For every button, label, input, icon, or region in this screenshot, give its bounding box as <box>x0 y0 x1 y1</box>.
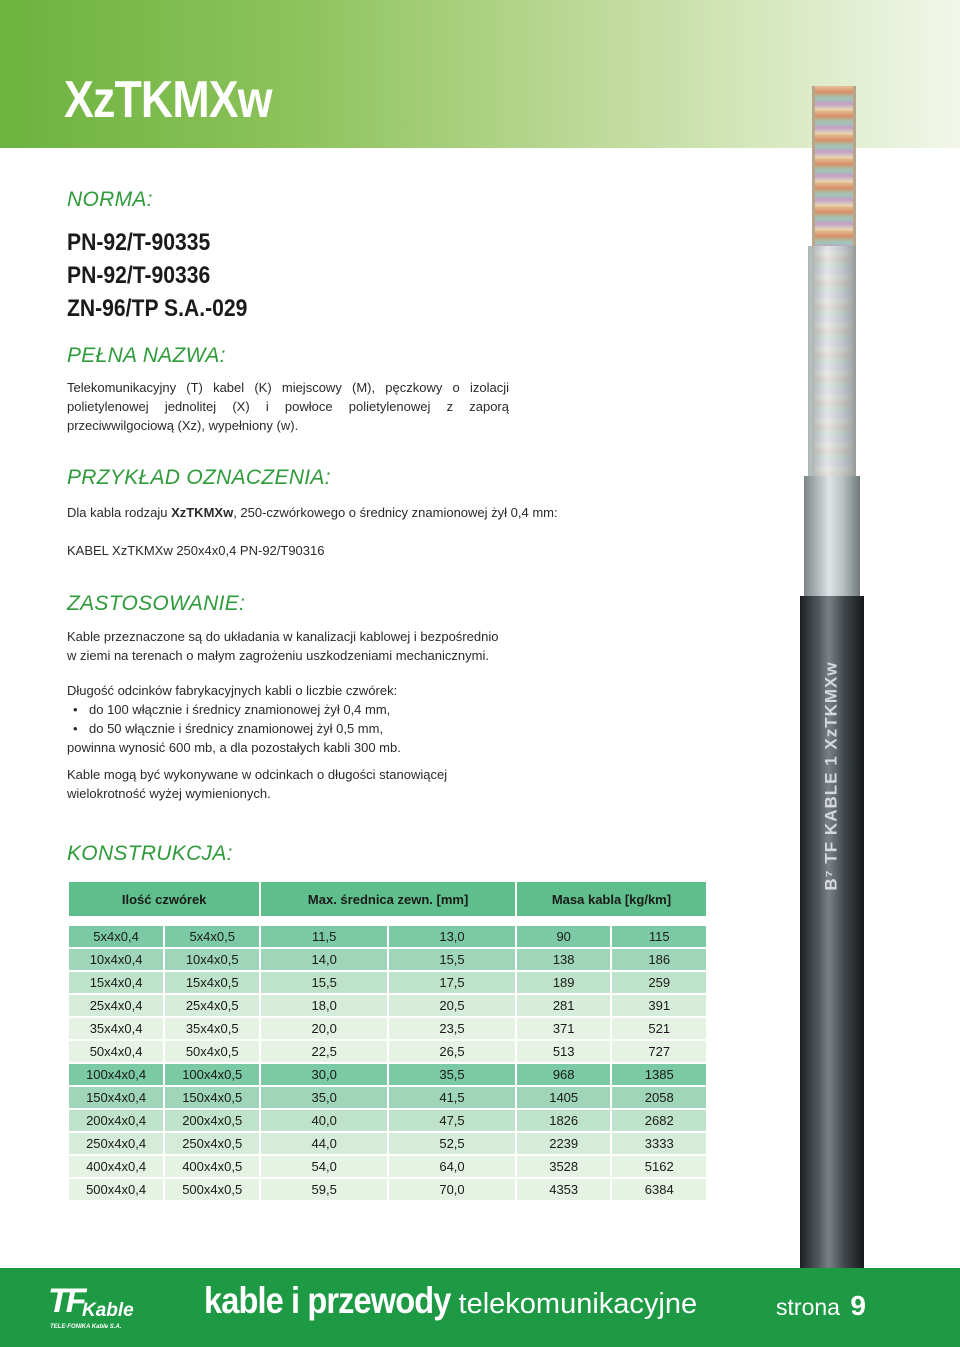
table-cell: 52,5 <box>389 1133 515 1154</box>
table-cell: 4353 <box>517 1179 611 1200</box>
table-cell: 100x4x0,4 <box>69 1064 163 1085</box>
table-cell: 35,0 <box>261 1087 387 1108</box>
table-row <box>69 1179 706 1200</box>
table-row <box>69 926 706 947</box>
table-cell: 30,0 <box>261 1064 387 1085</box>
table-cell: 1405 <box>517 1087 611 1108</box>
zastosowanie-heading: ZASTOSOWANIE: <box>67 592 246 615</box>
table-row <box>69 995 706 1016</box>
table-spacer-cell <box>69 918 706 924</box>
table-cell: 41,5 <box>389 1087 515 1108</box>
table-cell: 1826 <box>517 1110 611 1131</box>
konstrukcja-heading: KONSTRUKCJA: <box>67 842 233 865</box>
table-cell: 1385 <box>612 1064 706 1085</box>
table-cell: 25x4x0,5 <box>165 995 259 1016</box>
tf-kable-logo <box>48 1280 138 1336</box>
table-cell: 3528 <box>517 1156 611 1177</box>
table-cell: 22,5 <box>261 1041 387 1062</box>
table-cell: 500x4x0,4 <box>69 1179 163 1200</box>
table-cell: 15,5 <box>261 972 387 993</box>
table-cell: 20,5 <box>389 995 515 1016</box>
table-row <box>69 1110 706 1131</box>
przyklad-code: XzTKMXw <box>171 505 234 520</box>
table-cell: 6384 <box>612 1179 706 1200</box>
pelna-nazwa-text: Telekomunikacyjny (T) kabel (K) miejscowy (M), pęczkowy o izolacji polietylenowej jednolitej (X) i powłoce polietylenowej z zaporą przeciwwilgociową (Xz), wypełniony (w). <box>67 380 509 433</box>
zastosowanie-p3: Kable mogą być wykonywane w odcinkach o długości stanowiącej wielokrotność wyżej wymienionych. <box>67 767 448 801</box>
table-cell: 200x4x0,5 <box>165 1110 259 1131</box>
col-header-masa: Masa kabla [kg/km] <box>517 882 706 916</box>
footer <box>0 1268 960 1347</box>
table-row <box>69 1064 706 1085</box>
table-row <box>69 1156 706 1177</box>
table-cell: 25x4x0,4 <box>69 995 163 1016</box>
table-cell: 10x4x0,5 <box>165 949 259 970</box>
table-row <box>69 1018 706 1039</box>
cable-foil-wrap <box>808 246 856 476</box>
table-cell: 15x4x0,5 <box>165 972 259 993</box>
table-cell: 44,0 <box>261 1133 387 1154</box>
table-row <box>69 949 706 970</box>
norma-heading: NORMA: <box>67 188 153 211</box>
table-cell: 2058 <box>612 1087 706 1108</box>
table-spacer <box>69 918 706 924</box>
footer-title-light: telekomunikacyjne <box>458 1288 698 1320</box>
table-cell: 391 <box>612 995 706 1016</box>
table-cell: 115 <box>612 926 706 947</box>
table-cell: 90 <box>517 926 611 947</box>
table-cell: 40,0 <box>261 1110 387 1131</box>
logo-word: Kable <box>82 1300 134 1321</box>
table-cell: 2682 <box>612 1110 706 1131</box>
page-number <box>776 1290 866 1322</box>
norma-item: PN-92/T-90336 <box>67 262 211 289</box>
cable-marking <box>808 646 856 906</box>
table-cell: 250x4x0,4 <box>69 1133 163 1154</box>
table-row <box>69 972 706 993</box>
norma-item: PN-92/T-90335 <box>67 229 211 256</box>
table-cell: 15,5 <box>389 949 515 970</box>
col-header-ilosc: Ilość czwórek <box>69 882 259 916</box>
table-cell: 35x4x0,4 <box>69 1018 163 1039</box>
table-cell: 727 <box>612 1041 706 1062</box>
table-cell: 20,0 <box>261 1018 387 1039</box>
table-cell: 150x4x0,5 <box>165 1087 259 1108</box>
table-cell: 17,5 <box>389 972 515 993</box>
cable-shield <box>804 476 860 596</box>
przyklad-line2: KABEL XzTKMXw 250x4x0,4 PN-92/T90316 <box>67 543 325 558</box>
table-cell: 11,5 <box>261 926 387 947</box>
footer-title-bold: kable i przewody <box>204 1280 451 1321</box>
table-row <box>69 1041 706 1062</box>
col-header-srednica: Max. średnica zewn. [mm] <box>261 882 515 916</box>
norma-item: ZN-96/TP S.A.-029 <box>67 295 248 322</box>
table-cell: 18,0 <box>261 995 387 1016</box>
table-cell: 47,5 <box>389 1110 515 1131</box>
table-cell: 10x4x0,4 <box>69 949 163 970</box>
table-cell: 186 <box>612 949 706 970</box>
table-cell: 400x4x0,4 <box>69 1156 163 1177</box>
table-cell: 2239 <box>517 1133 611 1154</box>
footer-title <box>204 1282 697 1319</box>
table-cell: 5162 <box>612 1156 706 1177</box>
table-cell: 200x4x0,4 <box>69 1110 163 1131</box>
przyklad-heading: PRZYKŁAD OZNACZENIA: <box>67 466 331 489</box>
table-cell: 14,0 <box>261 949 387 970</box>
zastosowanie-bullets <box>67 700 627 738</box>
spec-table-body <box>69 918 706 1200</box>
table-cell: 281 <box>517 995 611 1016</box>
table-cell: 513 <box>517 1041 611 1062</box>
table-cell: 15x4x0,4 <box>69 972 163 993</box>
cable-marking-text: B⁷ TF KABLE 1 XzTKMXw <box>822 661 841 891</box>
page-title: XzTKMXw <box>64 71 272 129</box>
list-item: • do 50 włącznie i średnicy znamionowej żył 0,5 mm, <box>67 719 627 738</box>
table-row <box>69 1133 706 1154</box>
table-cell: 5x4x0,5 <box>165 926 259 947</box>
table-cell: 259 <box>612 972 706 993</box>
zastosowanie-p1: Kable przeznaczone są do układania w kanalizacji kablowej i bezpośrednio w ziemi na terenach o małym zagrożeniu uszkodzeniami mechanicznymi. <box>67 629 499 663</box>
page-label: strona <box>776 1294 840 1320</box>
table-cell: 13,0 <box>389 926 515 947</box>
spec-table <box>67 880 708 1202</box>
table-cell: 64,0 <box>389 1156 515 1177</box>
table-cell: 968 <box>517 1064 611 1085</box>
table-cell: 521 <box>612 1018 706 1039</box>
table-cell: 59,5 <box>261 1179 387 1200</box>
table-cell: 500x4x0,5 <box>165 1179 259 1200</box>
cable-image <box>800 86 910 1266</box>
table-cell: 50x4x0,4 <box>69 1041 163 1062</box>
table-cell: 100x4x0,5 <box>165 1064 259 1085</box>
table-row <box>69 1087 706 1108</box>
table-cell: 35,5 <box>389 1064 515 1085</box>
list-item: • do 100 włącznie i średnicy znamionowej żył 0,4 mm, <box>67 700 627 719</box>
table-cell: 250x4x0,5 <box>165 1133 259 1154</box>
table-cell: 189 <box>517 972 611 993</box>
table-cell: 371 <box>517 1018 611 1039</box>
table-cell: 50x4x0,5 <box>165 1041 259 1062</box>
norma-list <box>67 226 272 325</box>
table-cell: 35x4x0,5 <box>165 1018 259 1039</box>
table-cell: 54,0 <box>261 1156 387 1177</box>
przyklad-line1: Dla kabla rodzaju XzTKMXw, 250-czwórkowego o średnicy znamionowej żył 0,4 mm: <box>67 505 558 520</box>
logo-subtitle: TELE-FONIKA Kable S.A. <box>50 1324 122 1330</box>
page-number-value: 9 <box>850 1290 866 1321</box>
pelna-nazwa-heading: PEŁNA NAZWA: <box>67 344 226 367</box>
table-cell: 23,5 <box>389 1018 515 1039</box>
table-cell: 26,5 <box>389 1041 515 1062</box>
table-cell: 5x4x0,4 <box>69 926 163 947</box>
table-cell: 400x4x0,5 <box>165 1156 259 1177</box>
zastosowanie-p2-intro: Długość odcinków fabrykacyjnych kabli o liczbie czwórek: <box>67 683 398 698</box>
table-cell: 70,0 <box>389 1179 515 1200</box>
logo-mark: TF <box>48 1282 84 1320</box>
table-cell: 138 <box>517 949 611 970</box>
zastosowanie-p2-outro: powinna wynosić 600 mb, a dla pozostałych kabli 300 mb. <box>67 740 401 755</box>
table-cell: 3333 <box>612 1133 706 1154</box>
table-cell: 150x4x0,4 <box>69 1087 163 1108</box>
